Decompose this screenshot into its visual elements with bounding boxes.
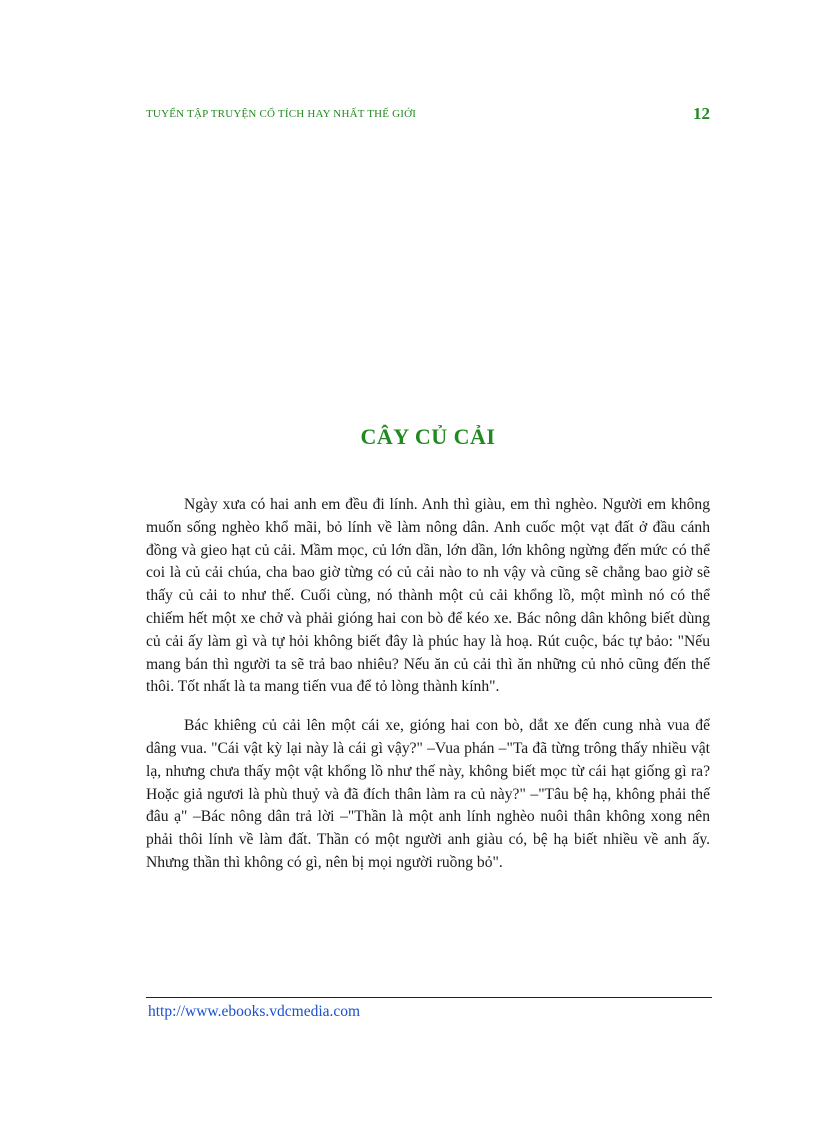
paragraph-2: Bác khiêng củ cải lên một cái xe, gióng hai con bò, dắt xe đến cung nhà vua để dâng vua. "Cái vật kỳ lại này là cái gì vậy?" –Vua phán –"Ta đã từng trông thấy nhiều vật lạ, nhưng chưa thấy một vật khổng lồ như thế này, không biết mọc từ cái hạt giống gì ra? Hoặc giả ngươi là phù thuỷ và đã đích thân làm ra củ này?" –"Tâu bệ hạ, không phải thế đâu ạ" –Bác nông dân trả lời –"Thần là một anh lính nghèo nuôi thân không xong nên phải thôi lính về làm đất. Thần có một người anh giàu có, bệ hạ biết nhiều về anh ấy. Nhưng thần thì không có gì, nên bị mọi người ruồng bỏ". — [146, 717, 710, 871]
story-title: CÂY CỦ CẢI — [360, 424, 496, 449]
book-title: TUYỂN TẬP TRUYỆN CỔ TÍCH HAY NHẤT THẾ GIỚI — [146, 108, 417, 120]
running-header — [146, 104, 710, 124]
story-body — [146, 494, 710, 891]
page-number: 12 — [693, 104, 710, 123]
paragraph-1: Ngày xưa có hai anh em đều đi lính. Anh thì giàu, em thì nghèo. Người em không muốn sống nghèo khổ mãi, bỏ lính về làm nông dân. Anh cuốc một vạt đất ở đầu cánh đồng và gieo hạt củ cải. Mầm mọc, củ lớn dần, lớn dần, lớn không ngừng đến mức có thể coi là củ cải chúa, cha bao giờ từng có củ cải nào to nh vậy và cũng sẽ chẳng bao giờ sẽ thấy củ cải to như thế. Cuối cùng, nó thành một củ cải khổng lồ, một mình nó có thể chiếm hết một xe chở và phải gióng hai con bò để kéo xe. Bác nông dân không biết dùng củ cải ấy làm gì và tự hỏi không biết đây là phúc hay là hoạ. Rút cuộc, bác tự bảo: "Nếu mang bán thì người ta sẽ trả bao nhiêu? Nếu ăn củ cải thì ăn những củ nhỏ cũng đến thế thôi. Tốt nhất là ta mang tiến vua để tỏ lòng thành kính". — [146, 496, 710, 696]
footer-divider — [146, 997, 712, 998]
footer-website-link[interactable]: http://www.ebooks.vdcmedia.com — [148, 1003, 361, 1020]
